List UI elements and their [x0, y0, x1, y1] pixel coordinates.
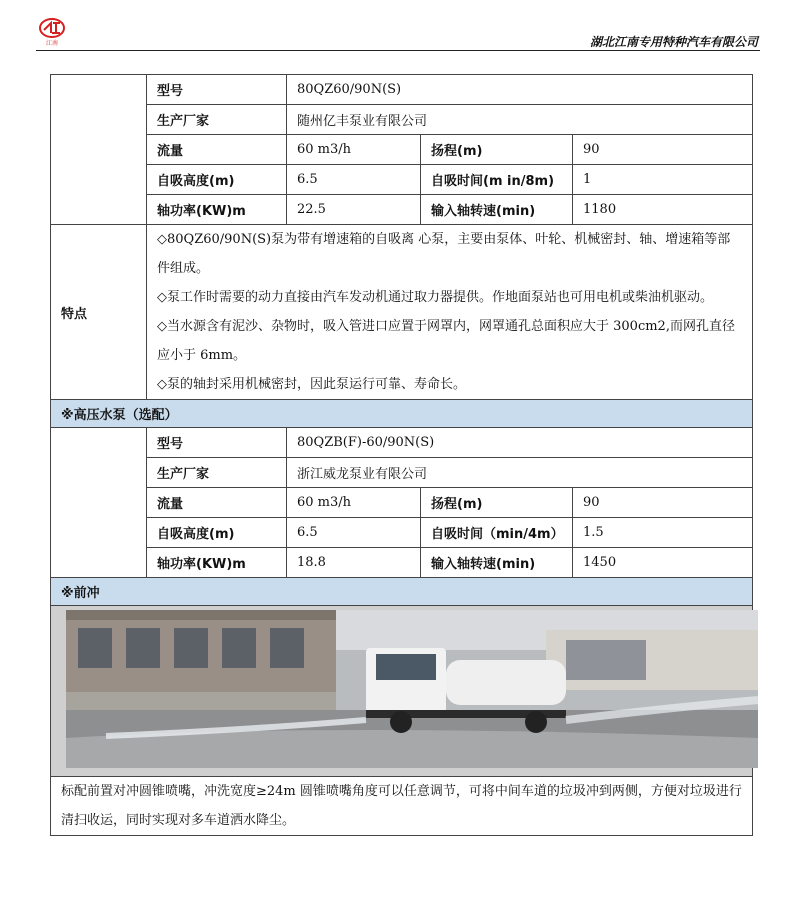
truck-photo-cell: [51, 606, 753, 777]
table-row: [51, 75, 753, 105]
blank-cell: [51, 428, 147, 578]
model-value: 80QZB(F)-60/90N(S): [287, 428, 753, 458]
flow-value: 60 m3/h: [287, 488, 421, 518]
speed-value: 1450: [573, 548, 753, 578]
speed-value: 1180: [573, 195, 753, 225]
table-row: [51, 777, 753, 836]
feature-line: ◇80QZ60/90N(S)泵为带有增速箱的自吸离 心泵，主要由泵体、叶轮、机械密封、轴、增速箱等部件组成。: [157, 232, 731, 276]
table-row: [51, 548, 753, 578]
table-row: [51, 225, 753, 400]
power-label: 轴功率(KW)m: [147, 548, 287, 578]
suction-label: 自吸高度(m): [147, 518, 287, 548]
table-row: [51, 606, 753, 777]
head-label: 扬程(m): [421, 135, 573, 165]
model-label: 型号: [147, 75, 287, 105]
time-label: 自吸时间(m in/8m): [421, 165, 573, 195]
model-value: 80QZ60/90N(S): [287, 75, 753, 105]
company-name: 湖北江南专用特种汽车有限公司: [589, 35, 758, 49]
power-label: 轴功率(KW)m: [147, 195, 287, 225]
section-row: [51, 400, 753, 428]
suction-value: 6.5: [287, 518, 421, 548]
table-row: [51, 195, 753, 225]
table-row: [51, 458, 753, 488]
features-text: [147, 225, 753, 400]
page-header: [0, 0, 790, 60]
suction-label: 自吸高度(m): [147, 165, 287, 195]
spec-table: [50, 74, 753, 836]
flow-label: 流量: [147, 135, 287, 165]
model-label: 型号: [147, 428, 287, 458]
blank-cell: [51, 75, 147, 225]
photo-caption: 标配前置对冲圆锥喷嘴，冲洗宽度≥24m 圆锥喷嘴角度可以任意调节，可将中间车道的垃圾冲到两侧，方便对垃圾进行清扫收运，同时实现对多车道洒水降尘。: [51, 777, 753, 836]
table-row: [51, 105, 753, 135]
maker-label: 生产厂家: [147, 458, 287, 488]
feature-line: ◇当水源含有泥沙、杂物时，吸入管进口应置于网罩内，网罩通孔总面积应大于 300cm2,而网孔直径应小于 6mm。: [157, 319, 735, 363]
time-label: 自吸时间（min/4m）: [421, 518, 573, 548]
svg-text:江南: 江南: [45, 40, 59, 47]
table-row: [51, 518, 753, 548]
speed-label: 输入轴转速(min): [421, 548, 573, 578]
flow-label: 流量: [147, 488, 287, 518]
feature-line: ◇泵的轴封采用机械密封，因此泵运行可靠、寿命长。: [157, 377, 466, 392]
features-label: 特点: [51, 225, 147, 400]
power-value: 18.8: [287, 548, 421, 578]
head-value: 90: [573, 488, 753, 518]
feature-line: ◇泵工作时需要的动力直接由汽车发动机通过取力器提供。作地面泵站也可用电机或柴油机驱动。: [157, 290, 713, 305]
section-title-front-flush: ※前冲: [51, 578, 753, 606]
time-value: 1.5: [573, 518, 753, 548]
head-label: 扬程(m): [421, 488, 573, 518]
maker-value: 浙江威龙泵业有限公司: [287, 458, 753, 488]
head-value: 90: [573, 135, 753, 165]
table-row: [51, 135, 753, 165]
flow-value: 60 m3/h: [287, 135, 421, 165]
power-value: 22.5: [287, 195, 421, 225]
header-rule: [36, 50, 760, 51]
table-row: [51, 165, 753, 195]
time-value: 1: [573, 165, 753, 195]
table-row: [51, 428, 753, 458]
company-logo-icon: [38, 17, 66, 47]
maker-label: 生产厂家: [147, 105, 287, 135]
truck-photo: [66, 610, 758, 768]
suction-value: 6.5: [287, 165, 421, 195]
maker-value: 随州亿丰泵业有限公司: [287, 105, 753, 135]
table-row: [51, 488, 753, 518]
speed-label: 输入轴转速(min): [421, 195, 573, 225]
section-row: [51, 578, 753, 606]
section-title-high-pressure: ※高压水泵（选配）: [51, 400, 753, 428]
